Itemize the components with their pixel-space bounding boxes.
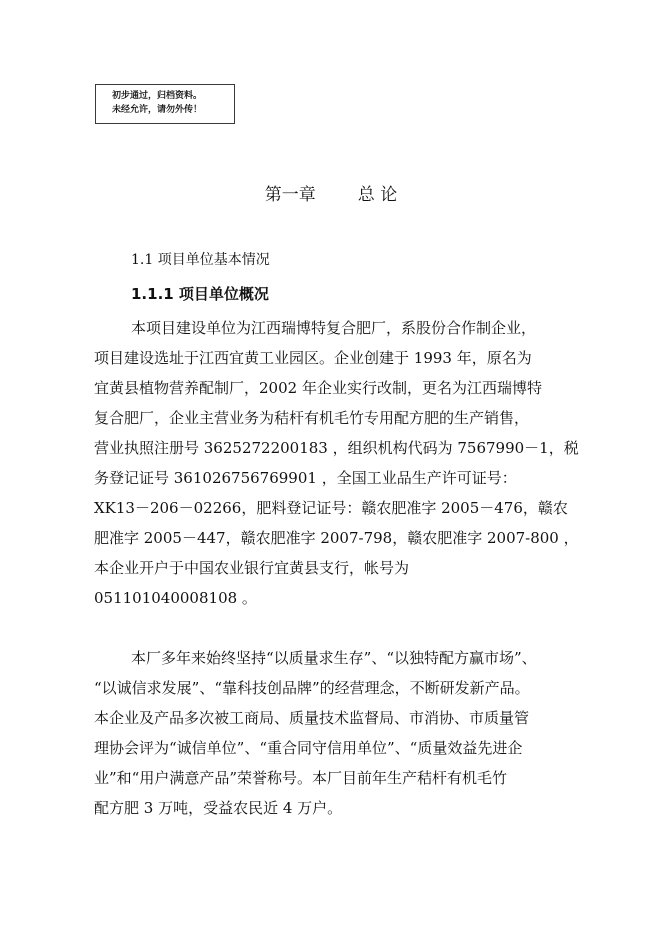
paragraph-line: 理协会评为“诚信单位”、“重合同守信用单位”、“质量效益先进企: [94, 739, 523, 757]
stamp-line-1: 初步通过，归档资料。: [112, 91, 203, 101]
paragraph-line: 营业执照注册号 3625272200183 ，组织机构代码为 7567990－1，税: [94, 439, 579, 457]
stamp-line-2: 未经允许，请勿外传！: [112, 105, 203, 115]
chapter-heading: [0, 183, 662, 207]
chapter-number: 第一章: [264, 185, 316, 205]
paragraph-line: 本厂多年来始终坚持“以质量求生存”、“以独特配方赢市场”、: [131, 649, 537, 667]
paragraph-line: 051101040008108 。: [94, 589, 257, 607]
paragraph-line: XK13－206－02266，肥料登记证号：赣农肥准字 2005－476，赣农: [94, 499, 568, 517]
confidential-stamp: [95, 84, 235, 124]
section-heading-1-1-1: 1.1.1 项目单位概况: [131, 285, 269, 303]
chapter-title: 总 论: [357, 185, 398, 205]
section-heading-1-1: 1.1 项目单位基本情况: [131, 252, 270, 268]
paragraph-line: 宜黄县植物营养配制厂，2002 年企业实行改制，更名为江西瑞博特: [94, 379, 542, 397]
paragraph-line: 本企业及产品多次被工商局、质量技术监督局、市消协、市质量管: [94, 709, 530, 727]
paragraph-line: 配方肥 3 万吨，受益农民近 4 万户。: [94, 799, 343, 817]
paragraph-line: 本项目建设单位为江西瑞博特复合肥厂，系股份合作制企业，: [131, 319, 537, 337]
paragraph-line: 务登记证号 361026756769901 ，全国工业品生产许可证号：: [94, 469, 517, 487]
paragraph-line: 本企业开户于中国农业银行宜黄县支行，帐号为: [94, 559, 410, 577]
paragraph-line: 肥准字 2005－447，赣农肥准字 2007-798，赣农肥准字 2007-800 ，: [94, 529, 579, 547]
paragraph-line: 复合肥厂，企业主营业务为秸杆有机毛竹专用配方肥的生产销售，: [94, 409, 530, 427]
paragraph-line: 业”和“用户满意产品”荣誉称号。本厂目前年生产秸杆有机毛竹: [94, 769, 508, 787]
paragraph-line: “以诚信求发展”、“靠科技创品牌”的经营理念，不断研发新产品。: [94, 679, 530, 697]
paragraph-line: 项目建设选址于江西宜黄工业园区。企业创建于 1993 年，原名为: [94, 349, 532, 367]
